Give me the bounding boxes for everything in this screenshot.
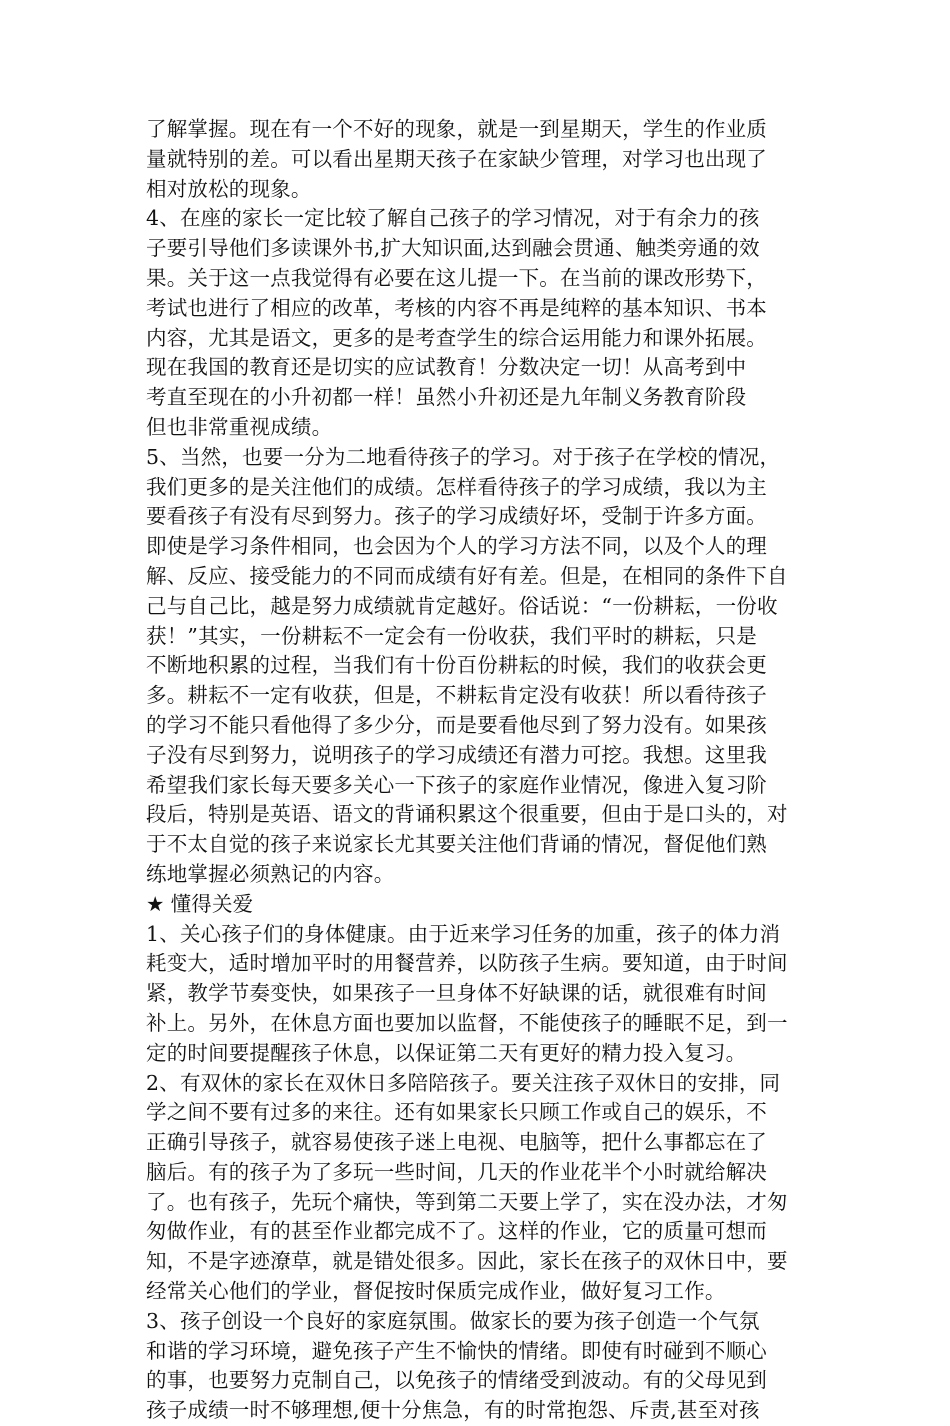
text-line: 子要引导他们多读课外书,扩大知识面,达到融会贯通、触类旁通的效 [146, 236, 760, 261]
text-line: 5、当然，也要一分为二地看待孩子的学习。对于孩子在学校的情况， [146, 444, 781, 469]
star-icon: ★ [146, 891, 165, 916]
text-line: 2、有双休的家长在双休日多陪陪孩子。要关注孩子双休日的安排，同 [146, 1070, 781, 1095]
section-heading-text: 懂得关爱 [170, 891, 254, 916]
text-line: 段后，特别是英语、语文的背诵积累这个很重要，但由于是口头的，对 [146, 802, 788, 827]
section-heading [146, 890, 806, 920]
text-line: 定的时间要提醒孩子休息，以保证第二天有更好的精力投入复习。 [146, 1040, 747, 1065]
text-line: 匆做作业，有的甚至作业都完成不了。这样的作业，它的质量可想而 [146, 1219, 767, 1244]
text-line: 学之间不要有过多的来往。还有如果家长只顾工作或自己的娱乐，不 [146, 1100, 767, 1125]
text-line: 于不太自觉的孩子来说家长尤其要关注他们背诵的情况，督促他们熟 [146, 832, 767, 857]
text-line: 3、孩子创设一个良好的家庭氛围。做家长的要为孩子创造一个气氛 [146, 1308, 760, 1333]
text-line: 希望我们家长每天要多关心一下孩子的家庭作业情况，像进入复习阶 [146, 772, 767, 797]
text-line: 解、反应、接受能力的不同而成绩有好有差。但是，在相同的条件下自 [146, 563, 788, 588]
text-line: 了解掌握。现在有一个不好的现象，就是一到星期天，学生的作业质 [146, 117, 767, 141]
text-line: 即使是学习条件相同，也会因为个人的学习方法不同，以及个人的理 [146, 534, 767, 559]
text-line: 1、关心孩子们的身体健康。由于近来学习任务的加重，孩子的体力消 [146, 921, 781, 946]
text-line: 量就特别的差。可以看出星期天孩子在家缺少管理，对学习也出现了 [146, 146, 767, 171]
text-line: 孩子成绩一时不够理想,便十分焦急，有的时常抱怨、斥责,甚至对孩 [146, 1398, 760, 1423]
text-line: 多。耕耘不一定有收获，但是，不耕耘肯定没有收获！所以看待孩子 [146, 683, 767, 708]
text-line: 脑后。有的孩子为了多玩一些时间，几天的作业花半个小时就给解决 [146, 1159, 767, 1184]
text-line: 要看孩子有没有尽到努力。孩子的学习成绩好坏，受制于许多方面。 [146, 504, 767, 529]
text-line: 紧，教学节奏变快，如果孩子一旦身体不好缺课的话，就很难有时间 [146, 981, 767, 1006]
text-line: 和谐的学习环境，避免孩子产生不愉快的情绪。即使有时碰到不顺心 [146, 1338, 767, 1363]
text-line: 考试也进行了相应的改革，考核的内容不再是纯粹的基本知识、书本 [146, 295, 767, 320]
text-line: 了。也有孩子，先玩个痛快，等到第二天要上学了，实在没办法，才匆 [146, 1189, 788, 1214]
text-line: 我们更多的是关注他们的成绩。怎样看待孩子的学习成绩，我以为主 [146, 474, 767, 499]
text-line: 但也非常重视成绩。 [146, 414, 333, 439]
text-line: 己与自己比，越是努力成绩就肯定越好。俗话说：“一份耕耘，一份收 [146, 593, 778, 618]
text-line: 练地掌握必须熟记的内容。 [146, 861, 395, 886]
text-line: 子没有尽到努力，说明孩子的学习成绩还有潜力可挖。我想。这里我 [146, 742, 767, 767]
text-line: 正确引导孩子，就容易使孩子迷上电视、电脑等，把什么事都忘在了 [146, 1130, 767, 1155]
text-line: 果。关于这一点我觉得有必要在这儿提一下。在当前的课改形势下， [146, 265, 767, 290]
text-line: 的学习不能只看他得了多少分，而是要看他尽到了努力没有。如果孩 [146, 712, 767, 737]
text-line: 的事，也要努力克制自己，以免孩子的情绪受到波动。有的父母见到 [146, 1368, 767, 1393]
text-line: 4、在座的家长一定比较了解自己孩子的学习情况，对于有余力的孩 [146, 206, 760, 231]
text-line: 获！”其实，一份耕耘不一定会有一份收获，我们平时的耕耘，只是 [146, 623, 757, 648]
document-body [146, 115, 806, 1426]
text-line: 经常关心他们的学业，督促按时保质完成作业，做好复习工作。 [146, 1279, 726, 1304]
text-line: 不断地积累的过程，当我们有十份百份耕耘的时候，我们的收获会更 [146, 653, 767, 678]
text-line: 耗变大，适时增加平时的用餐营养，以防孩子生病。要知道，由于时间 [146, 951, 788, 976]
text-line: 考直至现在的小升初都一样！虽然小升初还是九年制义务教育阶段 [146, 385, 747, 410]
text-line: 相对放松的现象。 [146, 176, 312, 201]
text-line: 内容，尤其是语文，更多的是考查学生的综合运用能力和课外拓展。 [146, 325, 767, 350]
text-line: 现在我国的教育还是切实的应试教育！分数决定一切！从高考到中 [146, 355, 747, 380]
text-line: 补上。另外，在休息方面也要加以监督，不能使孩子的睡眠不足，到一 [146, 1010, 788, 1035]
text-line: 知，不是字迹潦草，就是错处很多。因此，家长在孩子的双休日中，要 [146, 1249, 788, 1274]
